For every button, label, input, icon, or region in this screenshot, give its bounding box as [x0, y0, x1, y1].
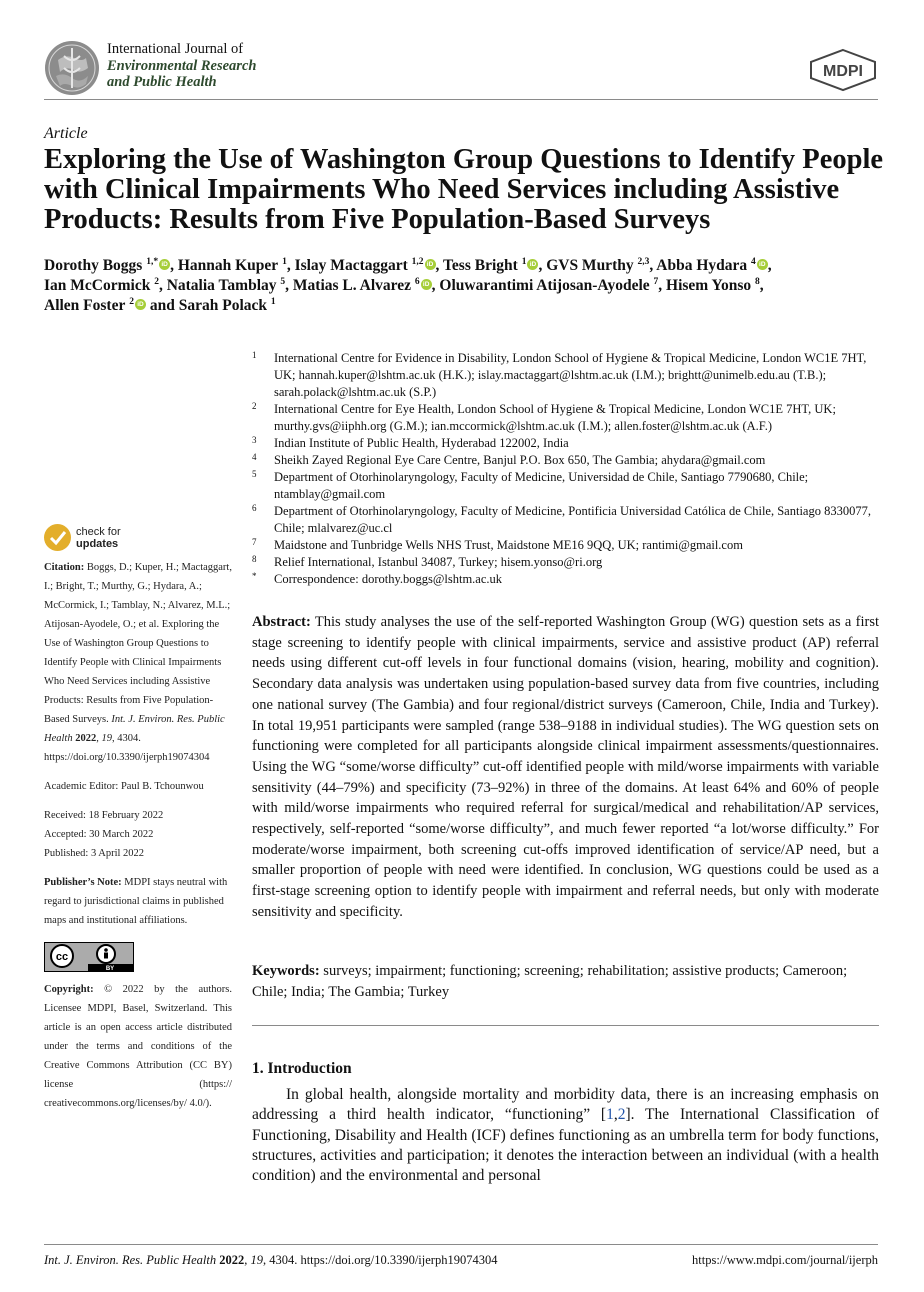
author-name[interactable]: Hisem Yonso — [666, 277, 752, 294]
citation-doi[interactable]: , 4304. https://doi.org/10.3390/ijerph19074304 — [44, 733, 210, 763]
orcid-icon[interactable]: iD — [757, 259, 768, 270]
cc-by-label: BY — [105, 966, 115, 972]
article-title: Exploring the Use of Washington Group Questions to Identify People with Clinical Impairments Who Need Services including Assistive Products: Results from Five Population-Based Surveys — [44, 144, 884, 235]
affiliation-text: International Centre for Eye Health, London School of Hygiene & Tropical Medicine, London WC1E 7HT, UK; murthy.gvs@iiphh.org (G.M.); ian.mccormick@lshtm.ac.uk (I.M.); allen.foster@lshtm.ac.uk (A.F.) — [274, 402, 836, 433]
footer-volume: 19 — [250, 1253, 263, 1267]
check-updates-line2: updates — [76, 537, 119, 550]
publisher-note-text: MDPI stays neutral with regard to jurisdictional claims in published maps and institutional affiliations. — [44, 877, 228, 926]
reference-separator: , — [613, 1106, 618, 1124]
author-affiliation-sup: 2 — [154, 277, 159, 287]
orcid-icon[interactable]: iD — [425, 259, 436, 270]
affiliation-number: 2 — [252, 401, 257, 411]
keywords — [252, 961, 879, 1002]
affiliation-number: * — [252, 571, 257, 581]
affiliation-text: Relief International, Istanbul 34087, Turkey; hisem.yonso@ri.org — [274, 555, 603, 569]
citation-label: Citation: — [44, 562, 85, 573]
author-affiliation-sup: 1,* — [146, 257, 159, 267]
intro-text-part2: ]. The International Classification of Functioning, Disability and Health (ICF) defines functioning as an umbrella term for body functions, structures, activities and participation; it denotes the interaction between an individual (with a health condition) and the environmental and personal — [252, 1106, 879, 1185]
journal-name-line2: Environmental Research — [107, 57, 257, 74]
author-separator: , — [435, 257, 444, 274]
academic-editor: Academic Editor: Paul B. Tchounwou — [44, 781, 204, 792]
copyright — [44, 980, 232, 1113]
author-name[interactable]: Hannah Kuper — [177, 257, 279, 274]
abstract-text: This study analyses the use of the self-reported Washington Group (WG) question sets as a first stage screening to identify people with clinical impairments, service and assistive product (AP) referral needs using different cut-off levels in four functional domains (vision, hearing, mobility and cognition). Secondary data analysis was undertaken using population-based survey data from five countries, including one national survey (The Gambia) and four regional/district surveys (Cameroon, Chile, India and Turkey). In total 19,951 participants were sampled (range 538–9188 in individual studies). The WG question sets on functioning were completed for all participants alongside clinical impairment assessments/questionnaires. Using the WG “some/worse difficulty” cut-off identified people with mild/worse impairments with variable sensitivity (44–79%) and specificity (73–92%) in three of the domains. At least 64% and 60% of people with mild/worse impairments who required referral for surgical/medical and rehabilitation/AP services, respectively, self-reported “some/worse difficulty”, and much fewer reported “a lot/worse difficulty.” For moderate/worse impairment, both screening cut-offs improved identification of service/AP need, but a smaller proportion of people with need were identified. In conclusion, WG questions could be used as a first-stage screening option to identify people with impairment and referral needs, but only with moderate sensitivity and specificity. — [252, 614, 880, 920]
cc-label: cc — [55, 951, 69, 963]
author-affiliation-sup: 1,2 — [411, 257, 424, 267]
author-affiliation-sup: 5 — [280, 277, 286, 287]
affiliation-text: Sheikh Zayed Regional Eye Care Centre, Banjul P.O. Box 650, The Gambia; ahydara@gmail.com — [274, 453, 766, 467]
affiliation-number: 6 — [252, 503, 257, 513]
introduction-paragraph — [252, 1085, 879, 1186]
author-name[interactable]: Allen Foster — [44, 297, 126, 314]
author-affiliation-sup: 6 — [414, 277, 420, 287]
affiliation-number: 4 — [252, 452, 257, 462]
journal-name-line3: and Public Health — [107, 74, 217, 90]
copyright-text: © 2022 by the authors. Licensee MDPI, Basel, Switzerland. This article is an open access article distributed under the terms and conditions of the Creative Commons Attribution (CC BY) license (https:// creativecommons.org/licenses/by/ 4.0/). — [44, 984, 232, 1109]
author-affiliation-sup: 1 — [282, 257, 287, 267]
abstract — [252, 612, 879, 923]
author-separator: , — [767, 257, 772, 274]
section-divider — [252, 1025, 879, 1026]
affiliation-text: International Centre for Evidence in Disability, London School of Hygiene & Tropical Medicine, London WC1E 7HT, UK; hannah.kuper@lshtm.ac.uk (H.K.); islay.mactaggart@lshtm.ac.uk (I.M.); brightt@unimelb.edu.au (T.B.); sarah.polack@lshtm.ac.uk (S.P.) — [274, 351, 867, 399]
orcid-icon[interactable]: iD — [527, 259, 538, 270]
author-name[interactable]: GVS Murthy — [546, 257, 634, 274]
affiliation-item — [252, 554, 882, 571]
footer-journal: Int. J. Environ. Res. Public Health — [44, 1253, 217, 1267]
published-date: Published: 3 April 2022 — [44, 848, 145, 859]
affiliation-item — [252, 435, 882, 452]
author-separator: , — [658, 277, 667, 294]
author-separator: , — [286, 257, 295, 274]
footer-divider — [44, 1244, 878, 1245]
journal-name — [107, 41, 256, 91]
reference-link-2[interactable]: 2 — [617, 1106, 626, 1124]
journal-logo — [44, 40, 100, 96]
received-date: Received: 18 February 2022 — [44, 810, 164, 821]
author-affiliation-sup: 7 — [653, 277, 659, 287]
author-name[interactable]: Tess Bright — [443, 257, 518, 274]
author-separator: , — [431, 277, 440, 294]
affiliation-text: Department of Otorhinolaryngology, Faculty of Medicine, Universidad de Chile, Santiago 7790680, Chile; ntamblay@gmail.com — [274, 470, 809, 501]
author-separator: and — [145, 297, 179, 314]
sidebar — [44, 558, 232, 1123]
author-affiliation-sup: 2 — [129, 297, 134, 307]
publication-dates — [44, 806, 232, 863]
copyright-label: Copyright: — [44, 984, 94, 995]
footer-year: 2022 — [219, 1253, 245, 1267]
check-updates-line1: check for — [76, 526, 121, 538]
citation: Citation: Boggs, D.; Kuper, H.; Mactaggart, I.; Bright, T.; Murthy, G.; Hydara, A.; McCormick, I.; Tamblay, N.; Alvarez, M.L.; Atijosan-Ayodele, O.; et al. Exploring the Use of Washington Group Questions to Identify People with Clinical Impairments Who Need Services including Assistive Products: Results from Five Population-Based Surveys. Int. J. Environ. Res. Public Health 2022, 19, 4304. https://doi.org/10.3390/ijerph19074304 — [44, 562, 232, 763]
author-separator: , — [170, 257, 178, 274]
orcid-icon[interactable]: iD — [159, 259, 170, 270]
author-affiliation-sup: 2,3 — [637, 257, 650, 267]
orcid-icon[interactable]: iD — [135, 299, 146, 310]
publisher-note-label: Publisher’s Note: — [44, 877, 122, 888]
header-divider — [44, 99, 878, 100]
check-updates-text — [76, 527, 121, 550]
author-name[interactable]: Matias L. Alvarez — [292, 277, 412, 294]
author-affiliation-sup: 1 — [270, 297, 276, 307]
publisher-note — [44, 873, 232, 930]
author-separator: , — [158, 277, 167, 294]
affiliation-text: Correspondence: dorothy.boggs@lshtm.ac.uk — [274, 572, 503, 586]
author-separator: , — [759, 277, 764, 294]
affiliation-item — [252, 452, 882, 469]
affiliation-number: 1 — [252, 350, 257, 360]
author-affiliation-sup: 4 — [751, 257, 756, 267]
check-updates-icon — [44, 524, 71, 551]
citation-journal: Int. J. Environ. Res. Public Health — [44, 714, 225, 744]
citation-volume: 19 — [101, 733, 112, 744]
check-for-updates-badge[interactable] — [44, 524, 234, 554]
reference-link-1[interactable]: 1 — [606, 1106, 614, 1124]
author-name[interactable]: Dorothy Boggs — [44, 257, 143, 274]
author-name[interactable]: Abba Hydara — [656, 257, 748, 274]
author-name[interactable]: Sarah Polack — [178, 297, 268, 314]
footer-citation: Int. J. Environ. Res. Public Health 2022, 19, 4304. https://doi.org/10.3390/ijerph19074304 — [44, 1253, 498, 1267]
author-list — [44, 256, 894, 316]
affiliation-item — [252, 537, 882, 554]
affiliation-item — [252, 350, 882, 401]
journal-name-line1: International Journal of — [107, 41, 244, 57]
intro-text-part1: In global health, alongside mortality and morbidity data, there is an increasing emphasis on addressing a third health indicator, “functioning” [ — [252, 1086, 879, 1124]
affiliation-text: Indian Institute of Public Health, Hyderabad 122002, India — [274, 436, 569, 450]
affiliation-number: 3 — [252, 435, 257, 445]
author-affiliation-sup: 8 — [755, 277, 760, 287]
footer-journal-url[interactable]: https://www.mdpi.com/journal/ijerph — [692, 1253, 878, 1267]
author-name[interactable]: Natalia Tamblay — [166, 277, 277, 294]
footer-doi[interactable]: , 4304. https://doi.org/10.3390/ijerph19074304 — [262, 1253, 498, 1267]
author-name[interactable]: Oluwarantimi Atijosan-Ayodele — [439, 277, 650, 294]
affiliation-list — [252, 350, 882, 588]
affiliation-item — [252, 469, 882, 503]
citation-text: Boggs, D.; Kuper, H.; Mactaggart, I.; Bright, T.; Murthy, G.; Hydara, A.; McCormick, I.; Tamblay, N.; Alvarez, M.L.; Atijosan-Ayodele, O.; et al. Exploring the Use of Washington Group Questions to Identify People with Clinical Impairments Who Need Services including Assistive Products: Results from Five Population-Based Surveys. — [44, 562, 232, 725]
affiliation-number: 5 — [252, 469, 257, 479]
mdpi-logo-text: MDPI — [823, 63, 863, 80]
article-type: Article — [44, 125, 88, 142]
author-name[interactable]: Islay Mactaggart — [294, 257, 408, 274]
citation-year: 2022 — [75, 733, 97, 744]
author-name[interactable]: Ian McCormick — [44, 277, 151, 294]
affiliation-item — [252, 401, 882, 435]
affiliation-number: 8 — [252, 554, 257, 564]
affiliation-number: 7 — [252, 537, 257, 547]
accepted-date: Accepted: 30 March 2022 — [44, 829, 154, 840]
keywords-text: surveys; impairment; functioning; screening; rehabilitation; assistive products; Cameroon; Chile; India; The Gambia; Turkey — [252, 963, 848, 1000]
mdpi-logo — [808, 48, 878, 92]
affiliation-text: Department of Otorhinolaryngology, Faculty of Medicine, Pontificia Universidad Católica de Chile, Santiago 8330077, Chile; mlalvarez@uc.cl — [274, 504, 871, 535]
affiliation-text: Maidstone and Tunbridge Wells NHS Trust, Maidstone ME16 9QQ, UK; rantimi@gmail.com — [274, 538, 743, 552]
author-affiliation-sup: 1 — [521, 257, 527, 267]
abstract-label: Abstract: — [252, 614, 311, 630]
author-separator: , — [649, 257, 657, 274]
author-separator: , — [538, 257, 547, 274]
section-heading-introduction: 1. Introduction — [252, 1060, 352, 1077]
keywords-label: Keywords: — [252, 963, 320, 979]
orcid-icon[interactable]: iD — [421, 279, 432, 290]
affiliation-item — [252, 571, 882, 588]
cc-by-license-icon[interactable] — [44, 942, 134, 972]
author-separator: , — [285, 277, 293, 294]
affiliation-item — [252, 503, 882, 537]
